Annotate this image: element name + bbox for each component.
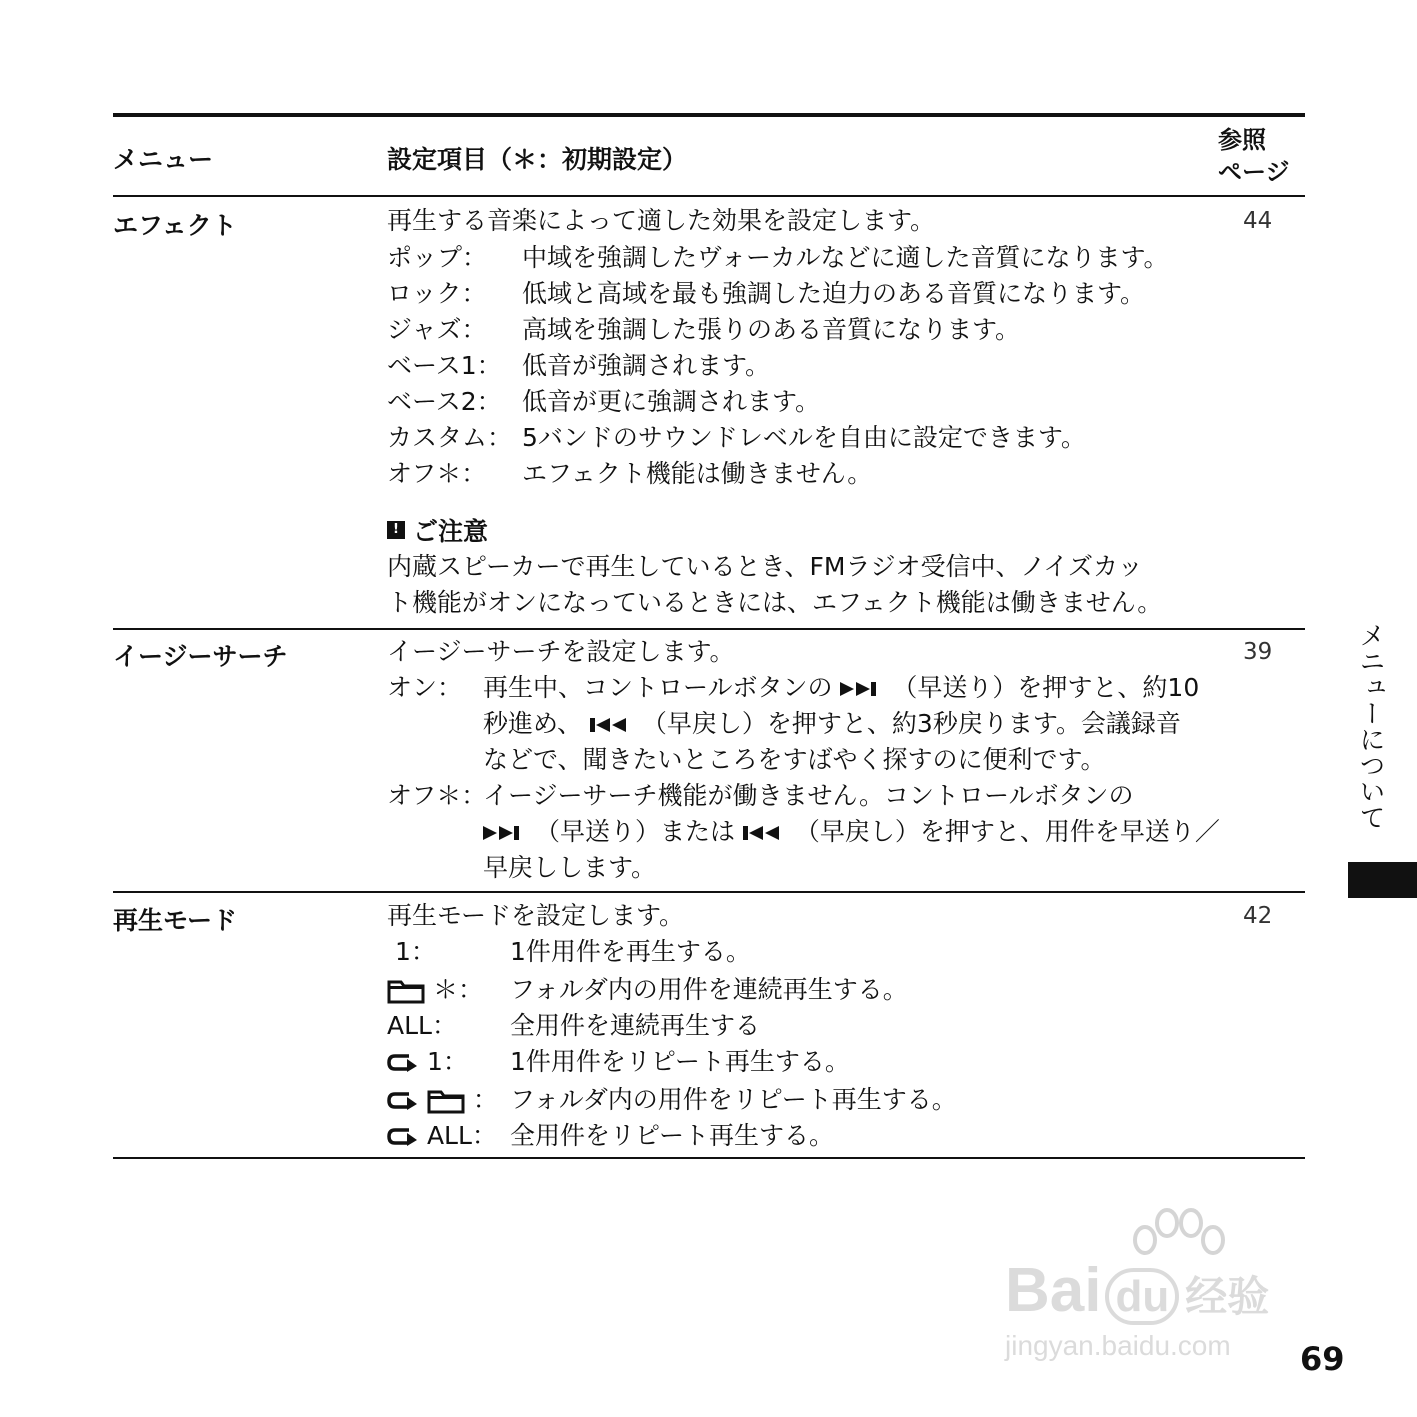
caution-icon: ! xyxy=(387,521,405,539)
effect-option-text: 低域と高域を最も強調した迫力のある音質になります。 xyxy=(522,279,1146,308)
rewind-icon xyxy=(590,716,634,734)
menu-name-play-mode: 再生モード xyxy=(113,906,238,935)
fast-forward-icon xyxy=(483,824,527,842)
play-mode-opt4-label xyxy=(387,1045,468,1079)
row-rule xyxy=(113,891,1305,893)
effect-option-label: ポップ： xyxy=(387,243,488,272)
easy-search-intro: イージーサーチを設定します。 xyxy=(387,637,735,666)
caution-title: ご注意 xyxy=(413,517,489,546)
watermark-url: jingyan.baidu.com xyxy=(1005,1330,1231,1361)
effect-option-text: 5バンドのサウンドレベルを自由に設定できます。 xyxy=(522,423,1086,452)
play-mode-opt2-label xyxy=(387,973,483,1007)
easy-search-off-line3: 早戻しします。 xyxy=(483,853,657,882)
easy-search-on-line2 xyxy=(483,707,1181,741)
play-mode-intro: 再生モードを設定します。 xyxy=(387,901,685,930)
header-menu: メニュー xyxy=(113,145,214,174)
play-mode-opt1-label: 1： xyxy=(395,937,436,966)
easy-search-off-line2-b: （早戻し）を押すと、用件を早送り／ xyxy=(794,817,1220,846)
menu-name-effect: エフェクト xyxy=(113,211,237,240)
page-ref-play-mode: 42 xyxy=(1243,903,1273,929)
watermark-brand-du: du xyxy=(1105,1268,1179,1325)
effect-option-text: 高域を強調した張りのある音質になります。 xyxy=(522,315,1021,344)
folder-icon xyxy=(427,1088,465,1114)
easy-search-off-line2 xyxy=(483,815,1220,849)
easy-search-on-line1-a: 再生中、コントロールボタンの xyxy=(483,673,833,702)
play-mode-opt5-text: フォルダ内の用件をリピート再生する。 xyxy=(510,1085,957,1114)
repeat-icon xyxy=(387,1091,419,1111)
row-rule xyxy=(113,628,1305,630)
play-mode-opt4-text: 1件用件をリピート再生する。 xyxy=(510,1047,850,1076)
header-rule xyxy=(113,195,1305,197)
play-mode-opt1-text: 1件用件を再生する。 xyxy=(510,937,751,966)
effect-option-text: 低音が更に強調されます。 xyxy=(522,387,821,416)
watermark-brand-bai: Bai xyxy=(1005,1256,1102,1325)
effect-option-label: ベース1： xyxy=(387,351,502,380)
repeat-icon xyxy=(387,1053,419,1073)
play-mode-opt2-label-text: ＊： xyxy=(432,975,483,1004)
play-mode-opt2-text: フォルダ内の用件を連続再生する。 xyxy=(510,975,908,1004)
easy-search-on-line3: などで、聞きたいところをすばやく探すのに便利です。 xyxy=(483,745,1106,774)
play-mode-opt6-text: 全用件をリピート再生する。 xyxy=(510,1121,835,1150)
easy-search-on-line2-b: （早戻し）を押すと、約3秒戻ります。会議録音 xyxy=(641,709,1181,738)
folder-icon xyxy=(387,978,425,1004)
easy-search-on-line1-b: （早送り）を押すと、約10 xyxy=(892,673,1200,702)
header-setting: 設定項目（＊：初期設定） xyxy=(387,145,688,174)
play-mode-opt4-label-text: 1： xyxy=(426,1047,468,1076)
side-tab-marker xyxy=(1348,862,1417,898)
header-ref xyxy=(1218,124,1290,188)
caution-text-line2: ト機能がオンになっているときには、エフェクト機能は働きません。 xyxy=(387,588,1163,617)
play-mode-opt6-label xyxy=(387,1119,497,1153)
header-ref-line1: 参照 xyxy=(1218,126,1266,154)
easy-search-off-label: オフ＊： xyxy=(387,781,487,810)
play-mode-opt3-label: ALL： xyxy=(387,1011,457,1040)
menu-name-easy-search: イージーサーチ xyxy=(113,642,288,671)
page-number: 69 xyxy=(1300,1340,1345,1378)
page-ref-easy-search: 39 xyxy=(1243,639,1273,665)
watermark-brand-suffix: 经验 xyxy=(1185,1273,1270,1320)
header-ref-line2: ページ xyxy=(1218,158,1290,186)
play-mode-opt3-text: 全用件を連続再生する xyxy=(510,1011,761,1040)
effect-option-label: カスタム： xyxy=(387,423,513,452)
effect-option-label: オフ＊： xyxy=(387,459,487,488)
effect-intro: 再生する音楽によって適した効果を設定します。 xyxy=(387,206,936,235)
effect-option-label: ベース2： xyxy=(387,387,502,416)
effect-option-text: エフェクト機能は働きません。 xyxy=(522,459,873,488)
easy-search-off-line1: イージーサーチ機能が働きません。コントロールボタンの xyxy=(483,781,1134,810)
play-mode-opt6-label-text: ALL： xyxy=(426,1121,497,1150)
watermark-brand xyxy=(1005,1255,1269,1326)
bottom-rule xyxy=(113,1157,1305,1159)
top-rule xyxy=(113,113,1305,117)
effect-option-label: ロック： xyxy=(387,279,487,308)
rewind-icon xyxy=(743,824,787,842)
play-mode-opt5-label xyxy=(387,1083,498,1117)
side-tab-label: メニューについて xyxy=(1355,622,1385,830)
caution-heading xyxy=(387,512,488,548)
effect-option-label: ジャズ： xyxy=(387,315,487,344)
effect-option-text: 中域を強調したヴォーカルなどに適した音質になります。 xyxy=(522,243,1169,272)
fast-forward-icon xyxy=(840,680,884,698)
page-ref-effect: 44 xyxy=(1243,208,1273,234)
baidu-watermark xyxy=(1005,1205,1335,1365)
caution-text-line1: 内蔵スピーカーで再生しているとき、FMラジオ受信中、ノイズカッ xyxy=(387,552,1143,581)
repeat-icon xyxy=(387,1127,419,1147)
play-mode-opt5-label-text: ： xyxy=(472,1085,498,1114)
effect-option-text: 低音が強調されます。 xyxy=(522,351,771,380)
easy-search-off-line2-a: （早送り）または xyxy=(534,817,735,846)
easy-search-on-line1 xyxy=(483,671,1199,705)
easy-search-on-line2-a: 秒進め、 xyxy=(483,709,583,738)
easy-search-on-label: オン： xyxy=(387,673,463,702)
